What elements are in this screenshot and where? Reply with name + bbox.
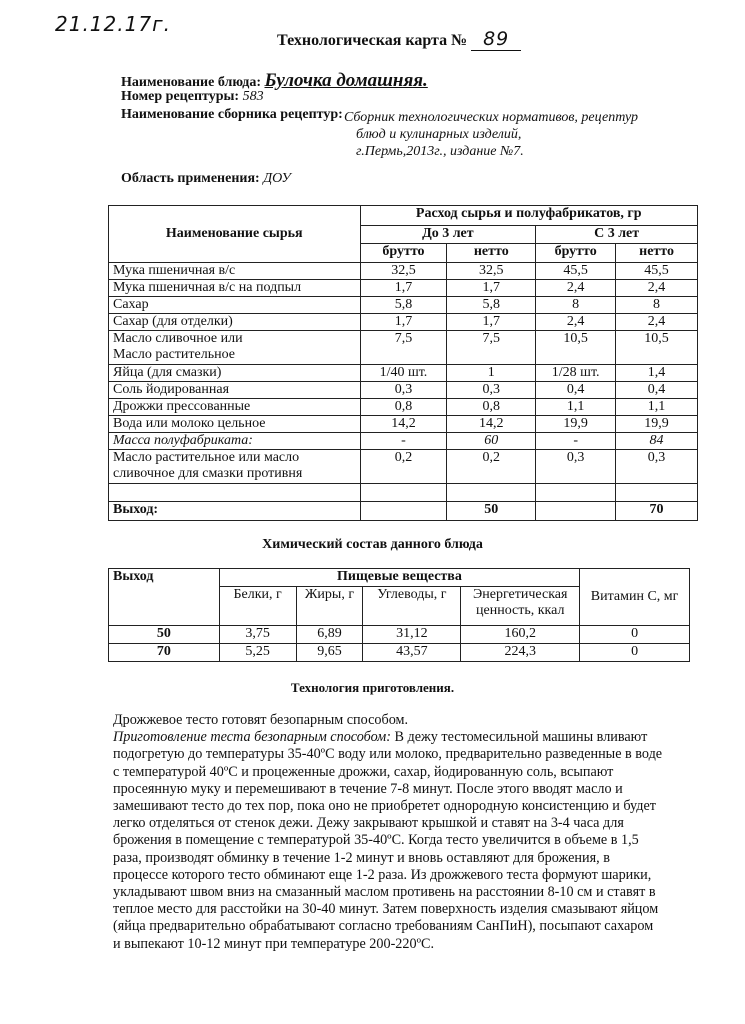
- ingredient-name-line: Сахар (для отделки): [113, 314, 233, 329]
- amount-cell: 8: [536, 297, 616, 314]
- amount-cell: 0,3: [360, 382, 447, 399]
- ingredient-name: [109, 399, 361, 416]
- amount-cell: 0,3: [616, 450, 698, 484]
- technology-line: укладывают швом вниз на смазанный маслом противень на расстоянии 8-10 см и ставят в: [113, 884, 656, 901]
- amount-cell: 5,8: [447, 297, 536, 314]
- nutrient-value: 43,57: [363, 644, 461, 662]
- technology-line: раза, производят обминку в течение 1-2 минут и вновь оставляют для брожения, в: [113, 849, 610, 866]
- ingredient-name-header: Наименование сырья: [109, 206, 361, 263]
- technology-text: [113, 712, 703, 953]
- ingredient-name-line: Масло сливочное или: [113, 331, 243, 346]
- amount-cell: -: [360, 433, 447, 450]
- table-row: [109, 626, 690, 644]
- technology-line: (яйца предварительно обрабатывают согласно требованиям СанПиН), посыпают сахаром: [113, 918, 654, 935]
- nutrient-value: 5,25: [219, 644, 296, 662]
- table-row: [109, 297, 698, 314]
- amount-cell: 10,5: [536, 331, 616, 365]
- nutrient-header: Жиры, г: [296, 587, 363, 626]
- table-row: [109, 331, 698, 365]
- amount-cell: 1,1: [616, 399, 698, 416]
- amount-cell: 19,9: [536, 416, 616, 433]
- technology-line: подогретую до температуры 35-40ºС воду или молоко, предварительно разведенные в воде: [113, 746, 663, 763]
- amount-cell: 1/40 шт.: [360, 365, 447, 382]
- nutrient-header: Белки, г: [219, 587, 296, 626]
- ingredient-name: [109, 280, 361, 297]
- scope-value: ДОУ: [263, 171, 291, 186]
- amount-cell: 0,3: [447, 382, 536, 399]
- technology-line: легко отделяться от стенок дежи. Дежу закрывают крышкой и ставят на 3-4 часа для: [113, 815, 624, 832]
- table-row: [109, 280, 698, 297]
- recipe-number: 583: [242, 89, 264, 104]
- yield-cell: 50: [109, 626, 220, 644]
- nutrient-value: 224,3: [461, 644, 580, 662]
- amount-cell: 5,8: [360, 297, 447, 314]
- amount-cell: 0,4: [616, 382, 698, 399]
- chemical-table: [108, 568, 690, 662]
- title-label: Технологическая карта №: [277, 32, 468, 49]
- collection-line: Сборник технологических нормативов, рецептур: [344, 110, 638, 125]
- amount-cell: 10,5: [616, 331, 698, 365]
- table-row: [109, 263, 698, 280]
- ingredient-name-line: Мука пшеничная в/с на подпыл: [113, 280, 302, 295]
- table-row: [109, 365, 698, 382]
- ingredient-name: [109, 433, 361, 450]
- ingredient-name: [109, 297, 361, 314]
- technology-line: просеянную муку и перемешивают в течение 7-8 минут. После этого вводят масло и: [113, 780, 623, 797]
- technology-line: брожения в помещение с температурой 35-40ºС. Когда тесто увеличится в объеме в 1,5: [113, 832, 639, 849]
- yield-cell: 70: [109, 644, 220, 662]
- handwritten-date: 21.12.17г.: [55, 12, 171, 36]
- amount-cell: 0,8: [447, 399, 536, 416]
- ingredient-name: [109, 314, 361, 331]
- ingredient-name: [109, 416, 361, 433]
- amount-cell: 1,7: [360, 314, 447, 331]
- nutrient-value: 31,12: [363, 626, 461, 644]
- dish-name: Булочка домашняя.: [264, 70, 428, 91]
- ingredient-name: [109, 365, 361, 382]
- table-row: [109, 399, 698, 416]
- technology-line: процессе которого тесто обминают еще 1-2 раза. Из дрожжевого теста формуют шарики,: [113, 866, 652, 883]
- table-row: [109, 416, 698, 433]
- amount-cell: 45,5: [536, 263, 616, 280]
- recipe-number-row: [121, 89, 264, 105]
- recipe-number-label: Номер рецептуры:: [121, 89, 240, 104]
- nutrient-value: 0: [580, 626, 690, 644]
- amount-cell: 0,4: [536, 382, 616, 399]
- ingredient-name-line: Дрожжи прессованные: [113, 399, 251, 414]
- table-row: [109, 644, 690, 662]
- nutrient-header: Энергетическая ценность, ккал: [461, 587, 580, 626]
- amount-cell: 1/28 шт.: [536, 365, 616, 382]
- amount-cell: 0,2: [447, 450, 536, 484]
- collection-line: блюд и кулинарных изделий,: [356, 127, 522, 142]
- italic-lead: Приготовление теста безопарным способом:: [113, 729, 391, 746]
- amount-cell: 2,4: [536, 280, 616, 297]
- technology-line: Дрожжевое тесто готовят безопарным способом.: [113, 712, 409, 728]
- amount-cell: 2,4: [536, 314, 616, 331]
- table-row: [109, 314, 698, 331]
- ingredient-name-line: Яйца (для смазки): [113, 365, 222, 380]
- card-number: 89: [471, 28, 521, 51]
- amount-cell: 14,2: [360, 416, 447, 433]
- group-header: С 3 лет: [536, 226, 698, 244]
- technology-line: замешивают тесто до тех пор, пока оно не приобретет однородную консистенцию и будет: [113, 798, 656, 815]
- ingredient-name-line: Масло растительное или масло: [113, 450, 300, 465]
- amount-cell: 0,8: [360, 399, 447, 416]
- amount-cell: 45,5: [616, 263, 698, 280]
- ingredient-name-line: Сахар: [113, 297, 149, 312]
- amount-cell: 1,4: [616, 365, 698, 382]
- page-title: [277, 28, 521, 51]
- lead-rest: В дежу тестомесильной машины вливают: [390, 729, 648, 746]
- collection-name: [344, 109, 638, 160]
- amount-cell: 32,5: [360, 263, 447, 280]
- table-row: [109, 450, 698, 484]
- technology-line: [113, 729, 703, 746]
- ingredient-name-line: сливочное для смазки противня: [113, 466, 303, 481]
- technology-title: Технология приготовления.: [290, 680, 455, 695]
- amount-cell: 7,5: [447, 331, 536, 365]
- table-row: [109, 433, 698, 450]
- yield-value: 50: [447, 502, 536, 521]
- nutrient-header: Углеводы, г: [363, 587, 461, 626]
- dish-label: Наименование блюда:: [121, 75, 261, 90]
- amount-cell: 60: [447, 433, 536, 450]
- amount-cell: 1,7: [360, 280, 447, 297]
- ingredient-name: [109, 263, 361, 280]
- subheader: брутто: [360, 244, 447, 263]
- amount-cell: 7,5: [360, 331, 447, 365]
- ingredient-name-line: Соль йодированная: [113, 382, 230, 397]
- amount-cell: 8: [616, 297, 698, 314]
- amount-cell: 1: [447, 365, 536, 382]
- subheader: нетто: [447, 244, 536, 263]
- technology-line: с температурой 40ºС и процеженные дрожжи, сахар, йодированную соль, всыпают: [113, 763, 614, 780]
- scope-row: [121, 171, 291, 187]
- ingredient-name-line: Масса полуфабриката:: [113, 433, 253, 448]
- amount-cell: 19,9: [616, 416, 698, 433]
- technology-line: и выпекают 10-12 минут при температуре 200-220ºС.: [113, 935, 434, 952]
- yield-header: Выход: [109, 569, 220, 626]
- amount-cell: 14,2: [447, 416, 536, 433]
- amount-cell: 0,2: [360, 450, 447, 484]
- ingredients-table: [108, 205, 698, 521]
- nutrient-value: 0: [580, 644, 690, 662]
- vitamin-header: Витамин С, мг: [580, 569, 690, 626]
- nutrients-header: Пищевые вещества: [219, 569, 580, 587]
- subheader: нетто: [616, 244, 698, 263]
- nutrient-value: 9,65: [296, 644, 363, 662]
- yield-label: Выход:: [109, 502, 361, 521]
- consumption-header: Расход сырья и полуфабрикатов, гр: [360, 206, 698, 226]
- amount-cell: 32,5: [447, 263, 536, 280]
- amount-cell: 1,7: [447, 280, 536, 297]
- scope-label: Область применения:: [121, 171, 260, 186]
- ingredient-name: [109, 450, 361, 484]
- collection-line: г.Пермь,2013г., издание №7.: [356, 144, 524, 159]
- amount-cell: 2,4: [616, 314, 698, 331]
- technology-line: теплое место для расстойки на 30-40 минут. Затем поверхность изделия смазывают яйцом: [113, 901, 659, 918]
- nutrient-value: 3,75: [219, 626, 296, 644]
- subheader: брутто: [536, 244, 616, 263]
- collection-label: Наименование сборника рецептур:: [121, 107, 343, 122]
- ingredient-name: [109, 382, 361, 399]
- amount-cell: 0,3: [536, 450, 616, 484]
- ingredient-name: [109, 331, 361, 365]
- amount-cell: 84: [616, 433, 698, 450]
- nutrient-value: 160,2: [461, 626, 580, 644]
- ingredient-name-line: Вода или молоко цельное: [113, 416, 266, 431]
- amount-cell: -: [536, 433, 616, 450]
- amount-cell: 1,7: [447, 314, 536, 331]
- ingredient-name-line: Масло растительное: [113, 347, 235, 362]
- amount-cell: 2,4: [616, 280, 698, 297]
- ingredient-name-line: Мука пшеничная в/с: [113, 263, 236, 278]
- yield-value: 70: [616, 502, 698, 521]
- chemical-title: Химический состав данного блюда: [262, 537, 483, 552]
- amount-cell: 1,1: [536, 399, 616, 416]
- nutrient-value: 6,89: [296, 626, 363, 644]
- table-row: [109, 382, 698, 399]
- group-header: До 3 лет: [360, 226, 536, 244]
